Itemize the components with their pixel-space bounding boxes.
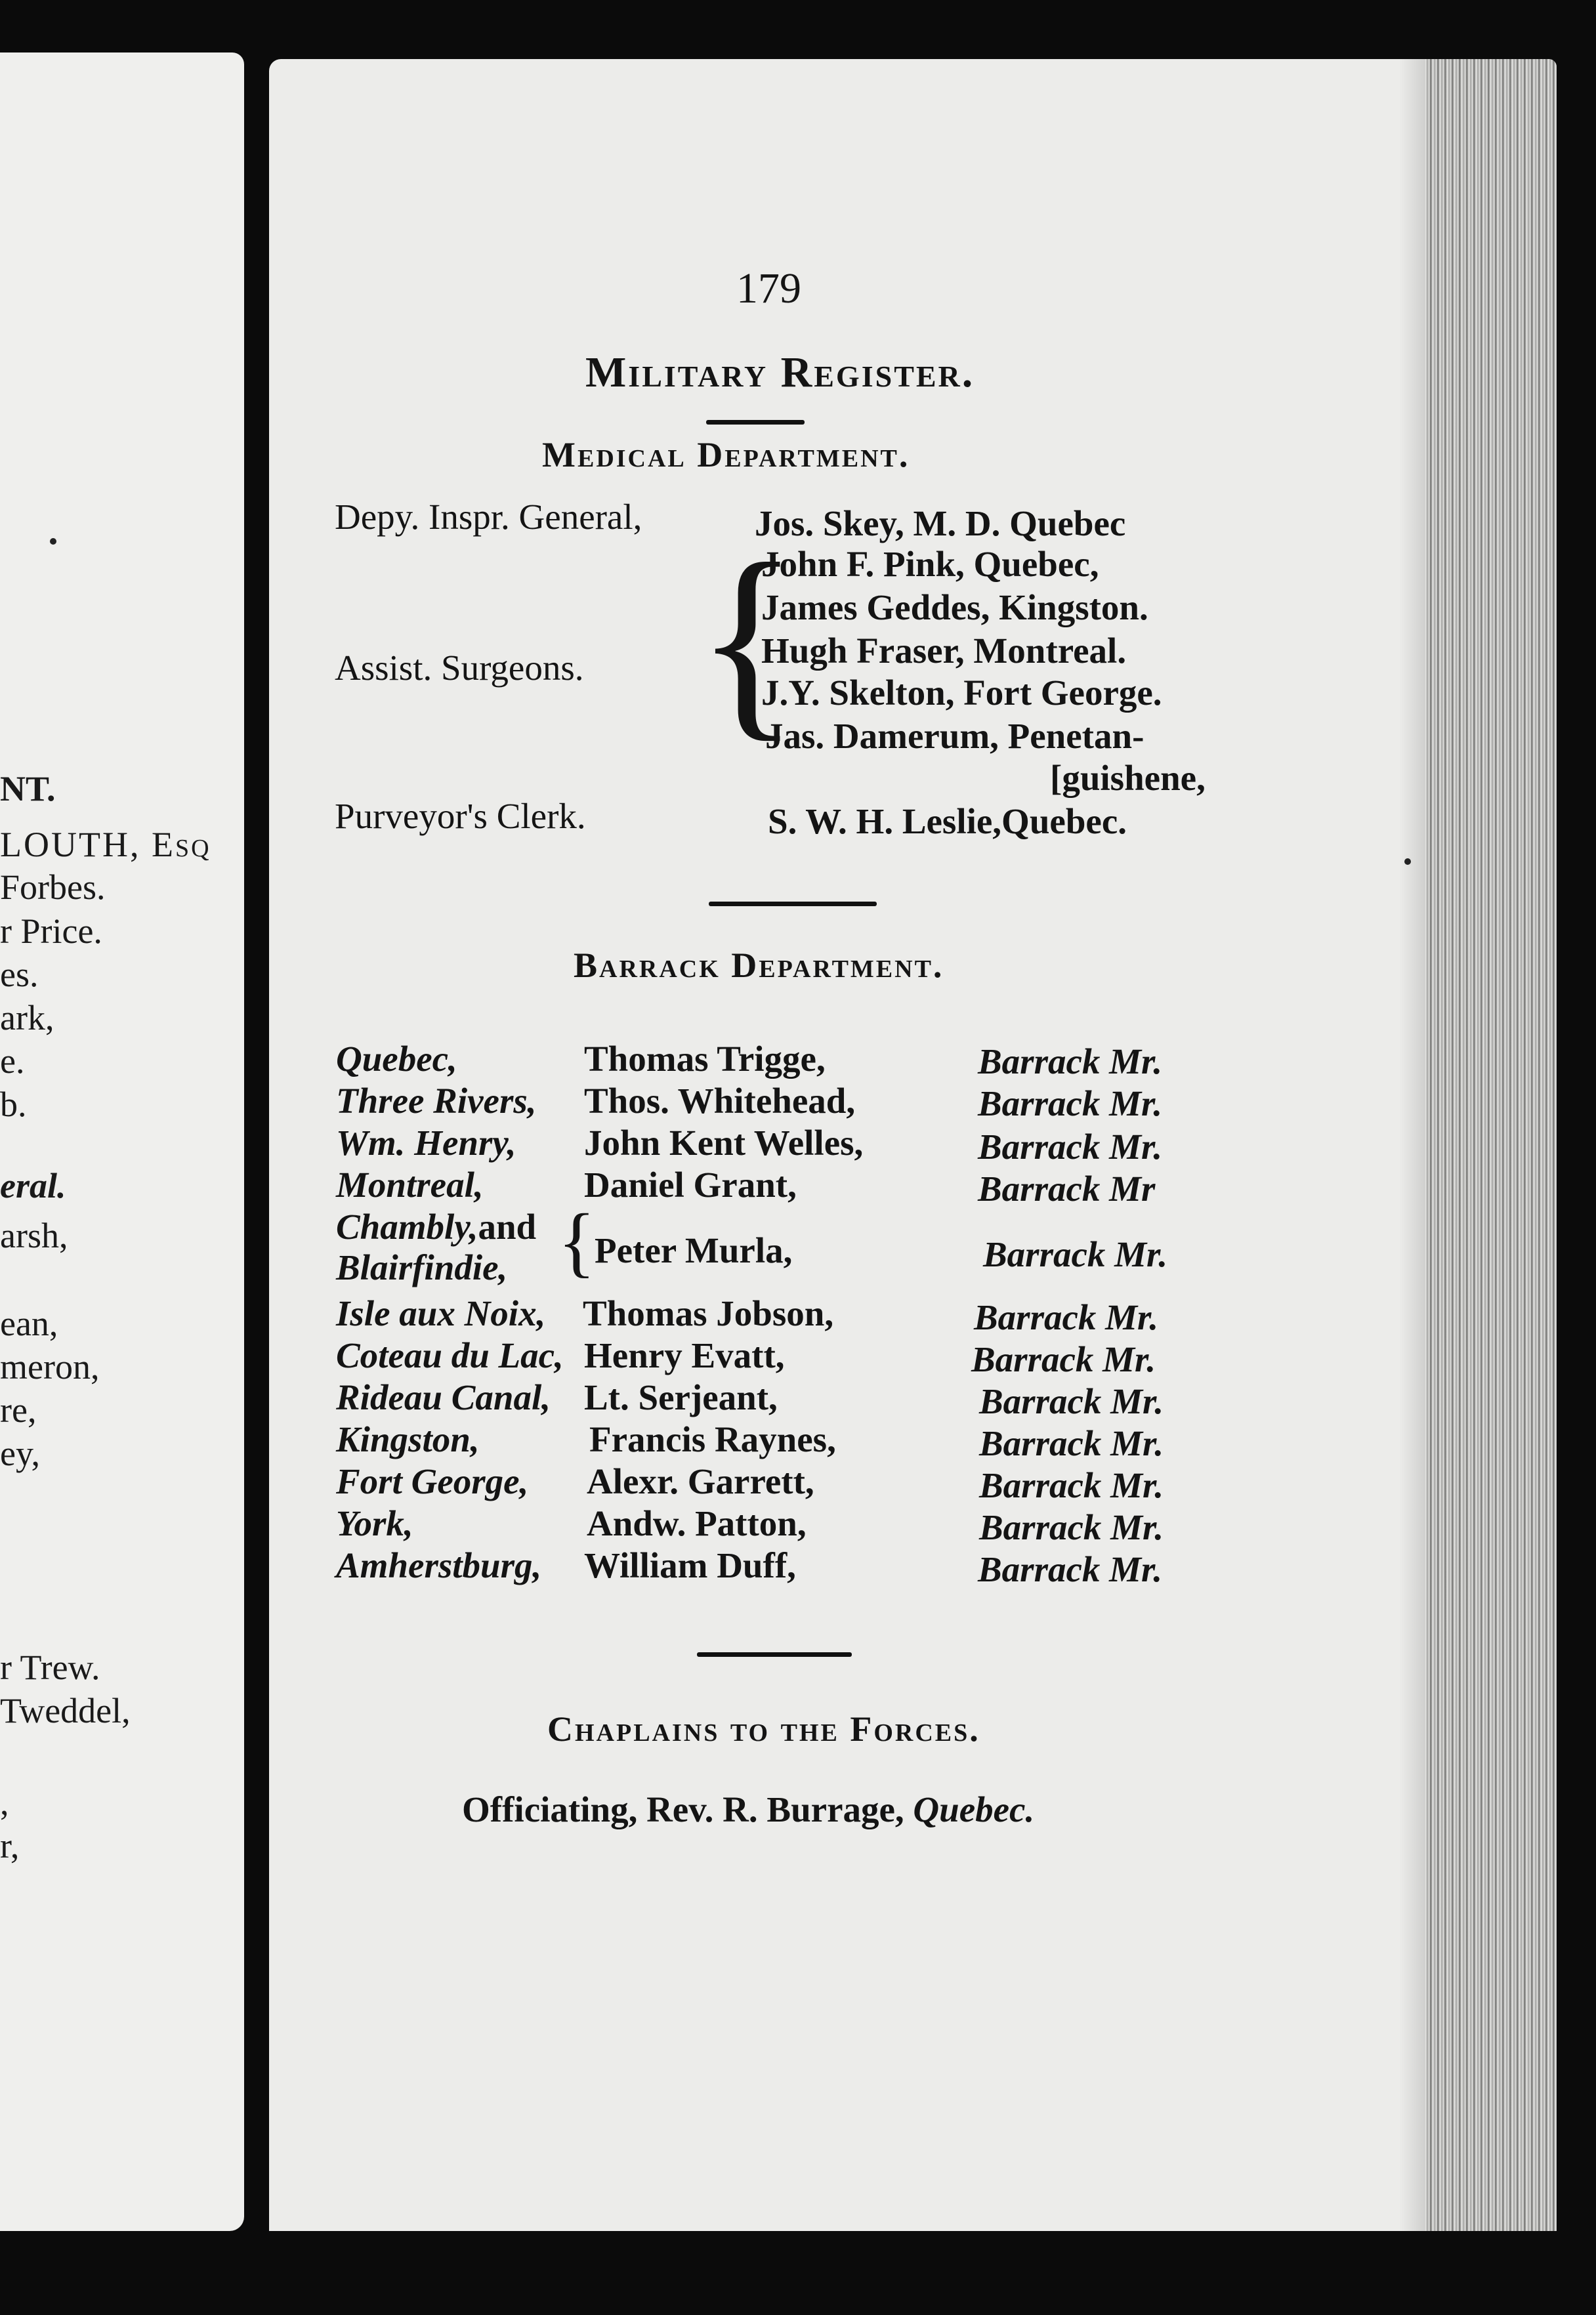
left-line: arsh, <box>0 1216 68 1255</box>
barrack-name: Henry Evatt, <box>584 1335 785 1375</box>
barrack-title: Barrack Mr. <box>978 1083 1163 1123</box>
medical-name: James Geddes, Kingston. <box>761 587 1148 627</box>
left-line: eral. <box>0 1166 66 1205</box>
medical-name: [guishene, <box>1050 758 1206 798</box>
barrack-title: Barrack Mr. <box>978 1127 1163 1167</box>
right-page <box>269 59 1557 2231</box>
left-line: r, <box>0 1826 20 1866</box>
brace: { <box>558 1198 596 1285</box>
barrack-title: Barrack Mr. <box>979 1423 1164 1463</box>
medical-role: Assist. Surgeons. <box>335 648 584 688</box>
barrack-place: York, <box>336 1503 413 1543</box>
barrack-name: Daniel Grant, <box>584 1165 797 1205</box>
barrack-name: Andw. Patton, <box>587 1503 807 1543</box>
barrack-title: Barrack Mr <box>978 1169 1156 1209</box>
barrack-place: Chambly,and <box>336 1207 537 1247</box>
gutter-shadow <box>1399 59 1425 2231</box>
barrack-place: Coteau du Lac, <box>336 1335 564 1375</box>
chaplains-heading: Chaplains to the Forces. <box>547 1709 980 1749</box>
left-line: meron, <box>0 1347 100 1387</box>
barrack-name: Thos. Whitehead, <box>584 1081 856 1121</box>
barrack-name: Thomas Jobson, <box>583 1293 834 1333</box>
medical-name: J.Y. Skelton, Fort George. <box>761 673 1162 713</box>
left-line: r Trew. <box>0 1648 100 1687</box>
barrack-title: Barrack Mr. <box>979 1381 1164 1421</box>
medical-name: S. W. H. Leslie,Quebec. <box>768 801 1127 841</box>
barrack-title: Barrack Mr. <box>978 1549 1163 1589</box>
section-rule <box>697 1652 852 1657</box>
left-line: LOUTH, Esq <box>0 825 211 864</box>
page-title: Military Register. <box>585 348 975 396</box>
left-line: ean, <box>0 1304 58 1343</box>
barrack-place: Blairfindie, <box>336 1247 508 1287</box>
chaplain-line: Officiating, Rev. R. Burrage, Quebec. <box>462 1789 1035 1829</box>
left-line: e. <box>0 1041 25 1081</box>
medical-role: Purveyor's Clerk. <box>335 796 586 836</box>
barrack-name: Alexr. Garrett, <box>587 1461 814 1501</box>
barrack-name: William Duff, <box>584 1545 796 1585</box>
ink-dot <box>1404 858 1411 865</box>
page-number: 179 <box>736 264 801 312</box>
barrack-title: Barrack Mr. <box>983 1234 1168 1274</box>
left-page-fragment <box>0 52 244 2231</box>
ink-dot <box>50 538 56 545</box>
left-line: ark, <box>0 998 54 1037</box>
left-line: NT. <box>0 769 56 808</box>
medical-name: Jas. Damerum, Penetan- <box>765 716 1144 756</box>
barrack-title: Barrack Mr. <box>978 1041 1163 1081</box>
left-line: ey, <box>0 1434 40 1473</box>
medical-role: Depy. Inspr. General, <box>335 497 642 537</box>
barrack-heading: Barrack Department. <box>574 946 944 985</box>
barrack-name: Francis Raynes, <box>589 1419 836 1459</box>
left-line: Forbes. <box>0 867 106 907</box>
medical-heading: Medical Department. <box>542 435 910 474</box>
barrack-title: Barrack Mr. <box>979 1507 1164 1547</box>
barrack-name: Peter Murla, <box>595 1230 793 1270</box>
barrack-title: Barrack Mr. <box>979 1465 1164 1505</box>
barrack-place: Quebec, <box>336 1039 457 1079</box>
barrack-title: Barrack Mr. <box>971 1339 1156 1379</box>
barrack-place: Fort George, <box>336 1461 529 1501</box>
barrack-place: Three Rivers, <box>336 1081 537 1121</box>
brace: { <box>696 520 800 759</box>
barrack-title: Barrack Mr. <box>974 1297 1159 1337</box>
barrack-place: Wm. Henry, <box>336 1123 516 1163</box>
barrack-name: Lt. Serjeant, <box>584 1377 778 1417</box>
title-rule <box>706 420 805 425</box>
medical-name: John F. Pink, Quebec, <box>761 544 1099 584</box>
left-line: re, <box>0 1390 37 1430</box>
barrack-name: Thomas Trigge, <box>584 1039 826 1079</box>
barrack-place: Isle aux Noix, <box>336 1293 546 1333</box>
barrack-place: Kingston, <box>336 1419 480 1459</box>
left-line: Tweddel, <box>0 1691 131 1730</box>
barrack-place: Amherstburg, <box>336 1545 542 1585</box>
medical-name: Jos. Skey, M. D. Quebec <box>755 503 1126 543</box>
section-rule <box>709 902 877 906</box>
left-line: r Price. <box>0 911 102 951</box>
left-line: es. <box>0 955 39 994</box>
barrack-place: Rideau Canal, <box>336 1377 551 1417</box>
medical-name: Hugh Fraser, Montreal. <box>761 631 1127 671</box>
left-line: , <box>0 1783 9 1822</box>
barrack-name: John Kent Welles, <box>584 1123 864 1163</box>
left-line: b. <box>0 1085 27 1124</box>
page-edges <box>1425 59 1557 2231</box>
barrack-place: Montreal, <box>336 1165 484 1205</box>
